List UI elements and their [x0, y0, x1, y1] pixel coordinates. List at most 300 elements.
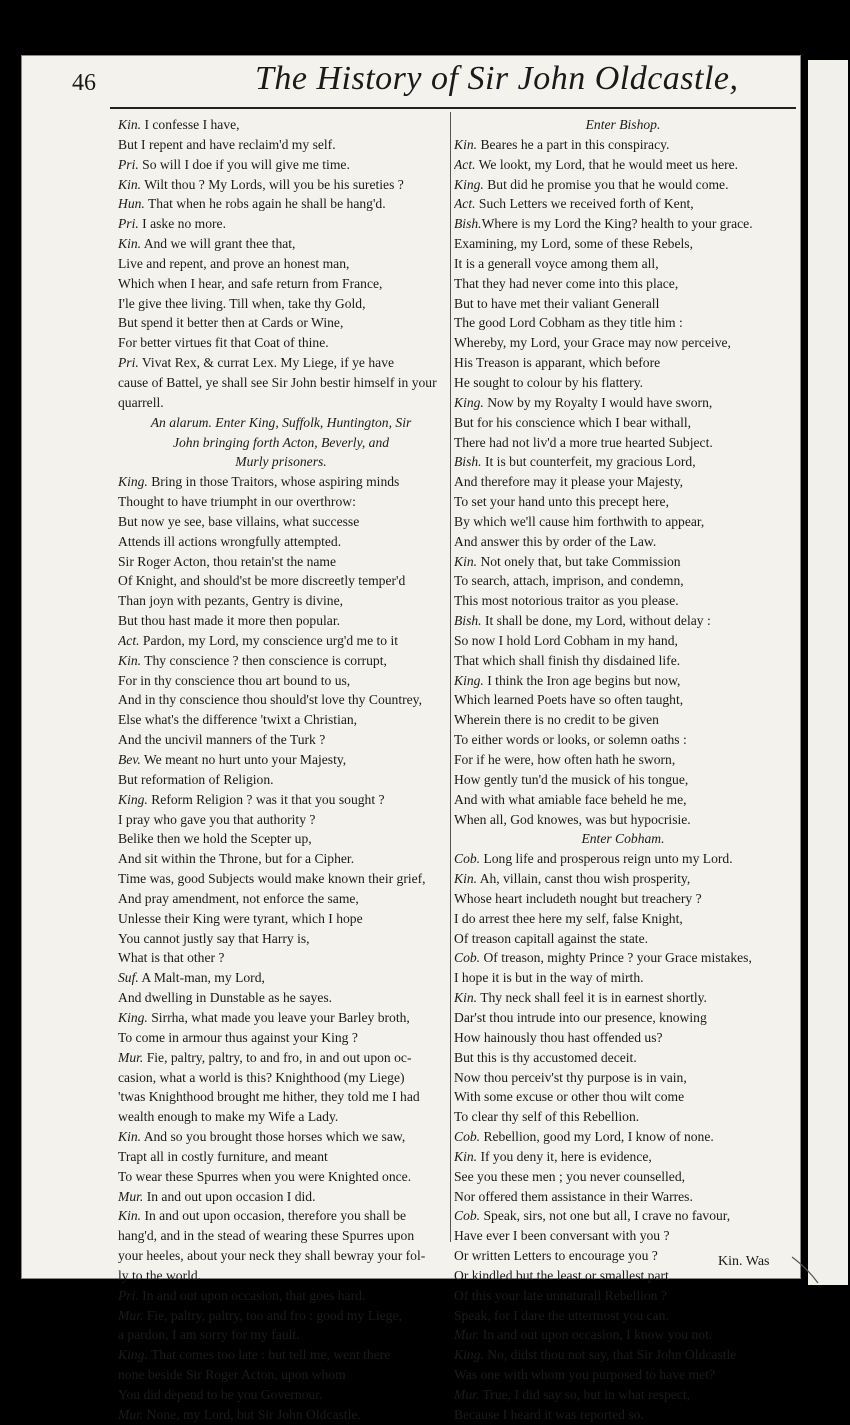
line-text: Reform Religion ? was it that you sought ? — [147, 791, 385, 807]
verse-line — [454, 790, 792, 810]
verse-line — [118, 710, 444, 730]
line-text: Of Knight, and should'st be more discreetly temper'd — [118, 573, 406, 589]
verse-line — [118, 1365, 444, 1385]
line-text: Nor offered them assistance in their Warres. — [454, 1188, 693, 1204]
right-column — [454, 115, 792, 1425]
line-text: For if he were, how often hath he sworn, — [454, 752, 676, 767]
verse-line — [118, 1087, 444, 1107]
verse-line — [118, 671, 444, 691]
line-text: I pray who gave you that authority ? — [118, 811, 316, 827]
verse-line — [454, 1167, 792, 1187]
line-text: Time was, good Subjects would make known their grief, — [118, 871, 426, 887]
verse-line — [454, 552, 792, 572]
verse-line — [454, 1127, 792, 1147]
verse-line — [454, 313, 792, 333]
line-text: In and out upon occasion, that goes hard. — [138, 1287, 366, 1303]
line-text: How gently tun'd the musick of his tongue, — [454, 771, 689, 787]
verse-line — [118, 294, 444, 314]
verse-line — [454, 988, 792, 1008]
line-text: The good Lord Cobham as they title him : — [454, 315, 683, 331]
line-text: A Malt-man, my Lord, — [138, 970, 265, 986]
line-text: Pardon, my Lord, my conscience urg'd me to it — [139, 632, 399, 648]
verse-line — [454, 1028, 792, 1048]
verse-line — [118, 948, 444, 968]
line-text: Unlesse their King were tyrant, which I hope — [118, 910, 363, 926]
line-text: a pardon, I am sorry for my fault. — [118, 1327, 300, 1343]
line-text: Of treason, mighty Prince ? your Grace mistakes, — [480, 950, 752, 966]
line-text: Wilt thou ? My Lords, will you be his sureties ? — [141, 176, 404, 192]
verse-line — [454, 849, 792, 869]
line-text: And in thy conscience thou should'st love thy Countrey, — [118, 692, 422, 708]
verse-line — [118, 353, 444, 373]
verse-line — [118, 552, 444, 572]
speaker-name: Mur. — [118, 1307, 144, 1323]
line-text: No, didst thou not say, that Sir John Oldcastle — [483, 1347, 737, 1363]
verse-line — [454, 1325, 792, 1345]
line-text: By which we'll cause him forthwith to appear, — [454, 513, 705, 529]
speaker-name: Bish. — [454, 613, 482, 629]
verse-line — [118, 889, 444, 909]
verse-line — [454, 968, 792, 988]
verse-line — [118, 472, 444, 492]
speaker-name: King. — [454, 394, 484, 410]
line-text: I aske no more. — [138, 216, 226, 232]
line-text: And sit within the Throne, but for a Cipher. — [118, 851, 355, 867]
speaker-name: Act. — [118, 632, 140, 648]
verse-line — [454, 651, 792, 671]
line-text: You did depend to be you Governour. — [118, 1387, 323, 1402]
verse-line — [118, 730, 444, 750]
line-text: Now thou perceiv'st thy purpose is in vain, — [454, 1069, 687, 1085]
verse-line — [118, 1008, 444, 1028]
verse-line — [118, 274, 444, 294]
line-text: And therefore may it please your Majesty, — [454, 474, 684, 490]
verse-line — [454, 433, 792, 453]
verse-line — [118, 591, 444, 611]
verse-line — [118, 1306, 444, 1326]
verse-line — [454, 591, 792, 611]
speaker-name: King. — [454, 176, 484, 192]
speaker-name: Cob. — [454, 1129, 481, 1145]
line-text: Long life and prosperous reign unto my Lord. — [480, 851, 733, 867]
line-text: How hainously thou hast offended us? — [454, 1029, 663, 1045]
verse-line — [454, 810, 792, 830]
header-rule — [110, 107, 796, 109]
verse-line — [118, 1325, 444, 1345]
speaker-name: Mur. — [454, 1387, 480, 1402]
line-text: Speak, sirs, not one but all, I crave no favour, — [480, 1208, 731, 1224]
verse-line — [118, 254, 444, 274]
line-text: I do arrest thee here my self, false Knight, — [454, 910, 683, 926]
speaker-name: Pri. — [118, 355, 139, 371]
verse-line — [454, 948, 792, 968]
verse-line — [454, 492, 792, 512]
verse-line — [118, 810, 444, 830]
line-text: To clear thy self of this Rebellion. — [454, 1109, 640, 1125]
verse-line — [454, 929, 792, 949]
verse-line — [454, 274, 792, 294]
line-text: To search, attach, imprison, and condemn, — [454, 573, 684, 589]
line-text: But this is thy accustomed deceit. — [454, 1049, 637, 1065]
line-text: Was one with whom you purposed to have met? — [454, 1367, 715, 1383]
line-text: It is but counterfeit, my gracious Lord, — [481, 454, 696, 470]
line-text: True, I did say so, but in what respect, — [479, 1387, 690, 1402]
speaker-name: Pri. — [118, 1287, 139, 1303]
catchword: Kin. Was — [718, 1254, 770, 1269]
speaker-name: Kin. — [118, 1129, 142, 1145]
speaker-name: King. — [118, 1009, 148, 1025]
verse-line — [454, 1147, 792, 1167]
verse-line — [454, 889, 792, 909]
line-text: Beares he a part in this conspiracy. — [477, 136, 670, 152]
verse-line — [118, 869, 444, 889]
verse-line — [454, 1405, 792, 1425]
verse-line — [118, 968, 444, 988]
verse-line — [118, 611, 444, 631]
verse-line — [454, 710, 792, 730]
verse-line — [454, 1048, 792, 1068]
line-text: It is a generall voyce among them all, — [454, 255, 659, 271]
verse-line — [454, 1365, 792, 1385]
speaker-name: Cob. — [454, 950, 481, 966]
verse-line — [454, 1286, 792, 1306]
stage-direction: Enter Bishop. — [585, 117, 661, 132]
verse-line — [118, 214, 444, 234]
verse-line — [454, 175, 792, 195]
speaker-name: Pri. — [118, 156, 139, 172]
speaker-name: Mur. — [118, 1049, 144, 1065]
line-text: We lookt, my Lord, that he would meet us here. — [475, 156, 739, 172]
verse-line — [118, 690, 444, 710]
verse-line — [118, 1068, 444, 1088]
verse-line — [118, 929, 444, 949]
line-text: Thy conscience ? then conscience is corrupt, — [141, 652, 387, 668]
line-text: Which when I hear, and safe return from France, — [118, 275, 383, 291]
line-text: Such Letters we received forth of Kent, — [475, 196, 694, 212]
verse-line — [118, 333, 444, 353]
speaker-name: Kin. — [118, 236, 142, 252]
line-text: Now by my Royalty I would have sworn, — [483, 394, 713, 410]
line-text: To come in armour thus against your King ? — [118, 1029, 358, 1045]
verse-line — [454, 1107, 792, 1127]
line-text: Of this your late unnaturall Rebellion ? — [454, 1287, 667, 1303]
line-text: For better virtues fit that Coat of thine. — [118, 335, 329, 351]
line-text: It shall be done, my Lord, without delay : — [481, 613, 711, 629]
verse-line — [118, 988, 444, 1008]
speaker-name: Kin. — [118, 1208, 142, 1224]
line-text: And pray amendment, not enforce the same, — [118, 890, 359, 906]
line-text: Or kindled but the least or smallest part — [454, 1267, 669, 1283]
line-text: But spend it better then at Cards or Wine, — [118, 315, 344, 331]
line-text: Sirrha, what made you leave your Barley broth, — [147, 1009, 410, 1025]
verse-line — [454, 611, 792, 631]
line-text: And so you brought those horses which we saw, — [141, 1129, 406, 1145]
line-text: Fie, paltry, paltry, too and fro : good my Liege, — [143, 1307, 403, 1323]
verse-line — [454, 1087, 792, 1107]
speaker-name: King. — [118, 1347, 148, 1363]
speaker-name: King. — [454, 672, 484, 688]
line-text: And we will grant thee that, — [141, 236, 296, 252]
line-text: For in thy conscience thou art bound to us, — [118, 672, 351, 688]
verse-line — [118, 155, 444, 175]
verse-line — [454, 750, 792, 770]
line-text: I hope it is but in the way of mirth. — [454, 970, 644, 986]
verse-line — [118, 1127, 444, 1147]
line-text: To either words or looks, or solemn oaths : — [454, 732, 687, 748]
line-text: I confesse I have, — [141, 117, 240, 132]
line-text: He sought to colour by his flattery. — [454, 374, 644, 390]
verse-line — [118, 1286, 444, 1306]
line-text: Sir Roger Acton, thou retain'st the name — [118, 553, 337, 569]
speaker-name: Mur. — [118, 1188, 144, 1204]
line-text: With some excuse or other thou wilt come — [454, 1089, 685, 1105]
verse-line — [118, 849, 444, 869]
verse-line — [454, 452, 792, 472]
verse-line — [454, 571, 792, 591]
line-text: Rebellion, good my Lord, I know of none. — [480, 1129, 714, 1145]
line-text: Thought to have triumpht in our overthrow: — [118, 494, 356, 510]
line-text: To set your hand unto this precept here, — [454, 494, 669, 510]
speaker-name: King. — [118, 474, 148, 490]
line-text: Dar'st thou intrude into our presence, knowing — [454, 1009, 707, 1025]
speaker-name: Kin. — [118, 117, 142, 132]
line-text: That which shall finish thy disdained life. — [454, 652, 681, 668]
line-text: Live and repent, and prove an honest man, — [118, 255, 350, 271]
verse-line — [118, 1345, 444, 1365]
line-text: None, my Lord, but Sir John Oldcastle. — [143, 1406, 361, 1422]
speaker-name: Mur. — [118, 1406, 144, 1422]
verse-line — [454, 770, 792, 790]
speaker-name: Act. — [454, 156, 476, 172]
speaker-name: Kin. — [454, 1148, 478, 1164]
line-text: But reformation of Religion. — [118, 771, 274, 787]
line-text: Because I heard it was reported so. — [454, 1406, 644, 1422]
verse-line — [118, 1028, 444, 1048]
verse-line — [118, 115, 444, 135]
verse-line — [454, 730, 792, 750]
verse-line — [454, 1008, 792, 1028]
line-text: What is that other ? — [118, 950, 225, 966]
verse-line — [454, 869, 792, 889]
line-text: See you these men ; you never counselled, — [454, 1168, 686, 1184]
speaker-name: Kin. — [454, 136, 478, 152]
line-text: Else what's the difference 'twixt a Christian, — [118, 712, 358, 728]
verse-line — [118, 393, 444, 413]
verse-line — [118, 651, 444, 671]
line-text: Thy neck shall feel it is in earnest shortly. — [477, 990, 707, 1006]
stage-direction: An alarum. Enter King, Suffolk, Huntington, Sir — [150, 414, 412, 430]
line-text: quarrell. — [118, 394, 164, 410]
verse-line — [118, 1206, 444, 1226]
speaker-name: Act. — [454, 196, 476, 212]
verse-line — [454, 532, 792, 552]
line-text: And the uncivil manners of the Turk ? — [118, 732, 326, 748]
line-text: hang'd, and in the stead of wearing these Spurres upon — [118, 1228, 415, 1244]
verse-line — [454, 1206, 792, 1226]
verse-line — [118, 512, 444, 532]
verse-line — [454, 214, 792, 234]
verse-line — [118, 631, 444, 651]
verse-line — [454, 690, 792, 710]
speaker-name: Mur. — [454, 1327, 480, 1343]
verse-line — [118, 1405, 444, 1425]
verse-line — [118, 532, 444, 552]
line-text: In and out upon occasion I did. — [143, 1188, 316, 1204]
verse-line — [454, 353, 792, 373]
verse-line — [118, 1167, 444, 1187]
verse-line — [454, 671, 792, 691]
line-text: In and out upon occasion, I know you not. — [479, 1327, 713, 1343]
line-text: Not onely that, but take Commission — [477, 553, 681, 569]
verse-line — [118, 1385, 444, 1405]
verse-line — [118, 790, 444, 810]
line-text: But to have met their valiant Generall — [454, 295, 660, 311]
line-text: But did he promise you that he would come. — [483, 176, 729, 192]
verse-line — [118, 1266, 444, 1286]
verse-line — [454, 413, 792, 433]
line-text: cause of Battel, ye shall see Sir John bestir himself in your — [118, 374, 437, 390]
speaker-name: Kin. — [118, 652, 142, 668]
line-text: Than joyn with pezants, Gentry is divine, — [118, 593, 344, 609]
line-text: If you deny it, here is evidence, — [477, 1148, 652, 1164]
line-text: Wherein there is no credit to be given — [454, 712, 659, 728]
stage-direction: Murly prisoners. — [235, 454, 327, 470]
verse-line — [118, 373, 444, 393]
verse-line — [454, 194, 792, 214]
verse-line — [118, 750, 444, 770]
line-text: Vivat Rex, & currat Lex. My Liege, if ye have — [138, 355, 395, 371]
speaker-name: Kin. — [118, 176, 142, 192]
line-text: Speak, for I dare the uttermost you can. — [454, 1307, 669, 1323]
line-text: But thou hast made it more then popular. — [118, 613, 340, 629]
line-text: This most notorious traitor as you please. — [454, 593, 679, 609]
line-text: casion, what a world is this? Knighthood (my Liege) — [118, 1069, 405, 1085]
line-text: Bring in those Traitors, whose aspiring minds — [147, 474, 400, 490]
verse-line — [454, 1345, 792, 1365]
line-text: Whereby, my Lord, your Grace may now perceive, — [454, 335, 731, 351]
verse-line — [118, 909, 444, 929]
verse-line — [454, 254, 792, 274]
line-text: And dwelling in Dunstable as he sayes. — [118, 990, 333, 1006]
running-title: The History of Sir John Oldcastle, — [255, 60, 739, 97]
line-text: Or written Letters to encourage you ? — [454, 1248, 658, 1264]
verse-line — [454, 1226, 792, 1246]
line-text: You cannot justly say that Harry is, — [118, 930, 310, 946]
facing-page-edge — [808, 60, 848, 1285]
verse-line — [454, 135, 792, 155]
line-text: We meant no hurt unto your Majesty, — [140, 752, 347, 767]
page-curl — [790, 1255, 820, 1285]
verse-line — [454, 373, 792, 393]
line-text: That comes too late : but tell me, went there — [147, 1347, 391, 1363]
line-text: Of treason capitall against the state. — [454, 930, 649, 946]
verse-line — [118, 492, 444, 512]
verse-line — [454, 1306, 792, 1326]
verse-line — [118, 135, 444, 155]
verse-line — [454, 631, 792, 651]
verse-line — [454, 1068, 792, 1088]
verse-line — [118, 1226, 444, 1246]
line-text: In and out upon occasion, therefore you shall be — [141, 1208, 407, 1224]
line-text: Belike then we hold the Scepter up, — [118, 831, 312, 847]
verse-line — [118, 1107, 444, 1127]
verse-line — [454, 472, 792, 492]
line-text: 'twas Knighthood brought me hither, they told me I had — [118, 1089, 420, 1105]
verse-line — [454, 1385, 792, 1405]
stage-direction: Enter Cobham. — [581, 831, 665, 847]
verse-line — [118, 571, 444, 591]
speaker-name: Pri. — [118, 216, 139, 232]
speaker-name: Bev. — [118, 752, 141, 767]
verse-line — [118, 1187, 444, 1207]
line-text: wealth enough to make my Wife a Lady. — [118, 1109, 339, 1125]
line-text: But now ye see, base villains, what successe — [118, 513, 360, 529]
verse-line — [118, 175, 444, 195]
line-text: When all, God knowes, was but hypocrisie. — [454, 811, 691, 827]
line-text: So now I hold Lord Cobham in my hand, — [454, 632, 678, 648]
line-text: I think the Iron age begins but now, — [483, 672, 681, 688]
verse-line — [118, 234, 444, 254]
line-text: Have ever I been conversant with you ? — [454, 1228, 670, 1244]
line-text: Where is my Lord the King? health to your grace. — [481, 216, 753, 232]
speaker-name: Kin. — [454, 871, 478, 887]
speaker-name: Cob. — [454, 851, 481, 867]
speaker-name: King. — [454, 1347, 484, 1363]
speaker-name: Cob. — [454, 1208, 481, 1224]
line-text: To wear these Spurres when you were Knighted once. — [118, 1168, 412, 1184]
verse-line — [118, 194, 444, 214]
line-text: none beside Sir Roger Acton, upon whom — [118, 1367, 346, 1383]
speaker-name: King. — [118, 791, 148, 807]
line-text: your heeles, about your neck they shall bewray your fol- — [118, 1248, 426, 1264]
speaker-name: Hun. — [118, 196, 145, 212]
verse-line — [118, 313, 444, 333]
speaker-name: Suf. — [118, 970, 139, 986]
line-text: Fie, paltry, paltry, to and fro, in and out upon oc- — [143, 1049, 412, 1065]
verse-line — [454, 155, 792, 175]
line-text: Which learned Poets have so often taught, — [454, 692, 684, 708]
verse-line — [118, 829, 444, 849]
speaker-name: Bish. — [454, 454, 482, 470]
line-text: So will I doe if you will give me time. — [138, 156, 350, 172]
stage-direction: John bringing forth Acton, Beverly, and — [172, 434, 390, 450]
speaker-name: Kin. — [454, 553, 478, 569]
verse-line — [118, 770, 444, 790]
speaker-name: Bish. — [454, 216, 482, 232]
line-text: Trapt all in costly furniture, and meant — [118, 1148, 328, 1164]
verse-line — [454, 909, 792, 929]
verse-line — [118, 1147, 444, 1167]
left-column — [118, 115, 444, 1425]
line-text: Attends ill actions wrongfully attempted. — [118, 533, 342, 549]
verse-line — [454, 1187, 792, 1207]
line-text: Whose heart includeth nought but treachery ? — [454, 890, 702, 906]
verse-line — [454, 512, 792, 532]
line-text: There had not liv'd a more true hearted Subject. — [454, 434, 713, 450]
verse-line — [454, 234, 792, 254]
line-text: Examining, my Lord, some of these Rebels, — [454, 236, 693, 252]
line-text: That they had never come into this place, — [454, 275, 679, 291]
line-text: ly to the world. — [118, 1267, 202, 1283]
verse-line — [454, 333, 792, 353]
verse-line — [118, 1048, 444, 1068]
verse-line — [454, 393, 792, 413]
line-text: And answer this by order of the Law. — [454, 533, 657, 549]
line-text: Ah, villain, canst thou wish prosperity, — [477, 871, 691, 887]
column-divider — [450, 112, 451, 1242]
line-text: I'le give thee living. Till when, take thy Gold, — [118, 295, 366, 311]
line-text: That when he robs again he shall be hang'd. — [144, 196, 386, 212]
